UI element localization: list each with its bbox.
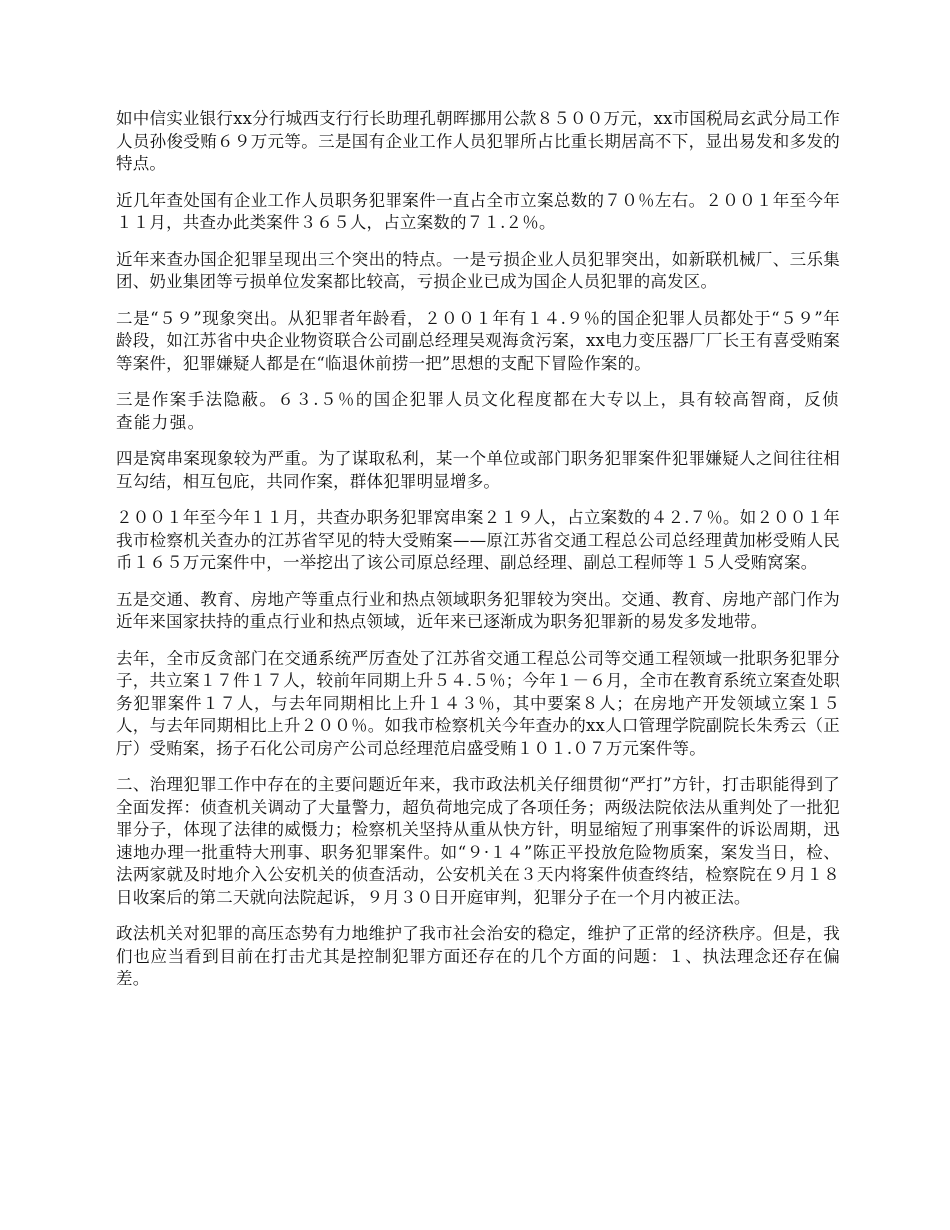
paragraph: 去年，全市反贪部门在交通系统严厉查处了江苏省交通工程总公司等交通工程领域一批职务犯罪分子，共立案１７件１７人，较前年同期上升５４.５％；今年１－６月，全市在教育系统立案查处职务犯罪案件１７人，与去年同期相比上升１４３％，其中要案８人；在房地产开发领域立案１５人，与去年同期相比上升２００％。如我市检察机关今年查办的xx人口管理学院副院长朱秀云（正厅）受贿案，扬子石化公司房产公司总经理范启盛受贿１０１.０７万元案件等。 bbox=[116, 648, 840, 758]
paragraph: 如中信实业银行xx分行城西支行行长助理孔朝晖挪用公款８５００万元，xx市国税局玄武分局工作人员孙俊受贿６９万元等。三是国有企业工作人员犯罪所占比重长期居高不下，显出易发和多发的特点。 bbox=[116, 109, 840, 173]
paragraph: 五是交通、教育、房地产等重点行业和热点领域职务犯罪较为突出。交通、教育、房地产部门作为近年来国家扶持的重点行业和热点领域，近年来已逐渐成为职务犯罪新的易发多发地带。 bbox=[116, 589, 840, 631]
paragraph: ２００１年至今年１１月，共查办职务犯罪窝串案２１９人，占立案数的４２.７％。如２００１年我市检察机关查办的江苏省罕见的特大受贿案——原江苏省交通工程总公司总经理黄加彬受贿人民币１６５万元案件中，一举挖出了该公司原总经理、副总经理、副总工程师等１５人受贿窝案。 bbox=[116, 508, 840, 572]
paragraph: 二是“５９”现象突出。从犯罪者年龄看，２００１年有１４.９％的国企犯罪人员都处于“５９”年龄段，如江苏省中央企业物资联合公司副总经理吴观海贪污案，xx电力变压器厂厂长王有喜受贿案等案件，犯罪嫌疑人都是在“临退休前捞一把”思想的支配下冒险作案的。 bbox=[116, 308, 840, 373]
paragraph: 三是作案手法隐蔽。６３.５％的国企犯罪人员文化程度都在大专以上，具有较高智商，反侦查能力强。 bbox=[116, 390, 840, 432]
paragraph: 四是窝串案现象较为严重。为了谋取私利，某一个单位或部门职务犯罪案件犯罪嫌疑人之间往往相互勾结，相互包庇，共同作案，群体犯罪明显增多。 bbox=[116, 449, 840, 491]
document-body bbox=[116, 108, 840, 1005]
paragraph: 近几年查处国有企业工作人员职务犯罪案件一直占全市立案总数的７０％左右。２００１年至今年１１月，共查办此类案件３６５人，占立案数的７１.２％。 bbox=[116, 190, 840, 232]
paragraph: 政法机关对犯罪的高压态势有力地维护了我市社会治安的稳定，维护了正常的经济秩序。但是，我们也应当看到目前在打击尤其是控制犯罪方面还存在的几个方面的问题：１、执法理念还存在偏差。 bbox=[116, 924, 840, 988]
paragraph: 二、治理犯罪工作中存在的主要问题近年来，我市政法机关仔细贯彻“严打”方针，打击职能得到了全面发挥：侦查机关调动了大量警力，超负荷地完成了各项任务；两级法院依法从重判处了一批犯罪分子，体现了法律的威慑力；检察机关坚持从重从快方针，明显缩短了刑事案件的诉讼周期，迅速地办理一批重特大刑事、职务犯罪案件。如“９·１４”陈正平投放危险物质案，案发当日，检、法两家就及时地介入公安机关的侦查活动，公安机关在３天内将案件侦查终结，检察院在９月１８日收案后的第二天就向法院起诉，９月３０日开庭审判，犯罪分子在一个月内被正法。 bbox=[116, 775, 840, 907]
paragraph: 近年来查办国企犯罪呈现出三个突出的特点。一是亏损企业人员犯罪突出，如新联机械厂、三乐集团、奶业集团等亏损单位发案都比较高，亏损企业已成为国企人员犯罪的高发区。 bbox=[116, 249, 840, 291]
